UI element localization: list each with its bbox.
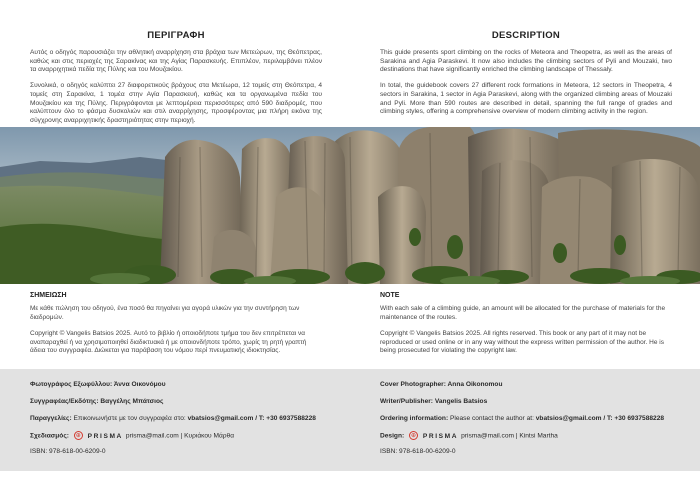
greek-photographer: Φωτογράφος Εξωφύλλου: Άννα Οικονόμου bbox=[30, 381, 166, 388]
greek-notes bbox=[30, 292, 322, 364]
greek-design-label: Σχεδιασμός: bbox=[30, 432, 69, 440]
english-design-text: prisma@mail.com | Kintsi Martha bbox=[461, 432, 558, 440]
english-isbn: ISBN: 978-618-00-6209-0 bbox=[380, 448, 456, 456]
meteora-illustration bbox=[0, 127, 700, 284]
english-design bbox=[380, 431, 680, 439]
prisma-logo-icon: ⊕ bbox=[75, 433, 81, 440]
greek-orders-text: Επικοινωνήστε με τον συγγραφέα στο: bbox=[73, 414, 188, 422]
greek-orders-contact: vbatsios@gmail.com / T: +30 6937588228 bbox=[187, 414, 316, 422]
greek-heading: ΠΕΡΙΓΡΑΦΗ bbox=[147, 30, 205, 41]
english-paragraph-1: This guide presents sport climbing on the rocks of Meteora and Theopetra, as well as the areas of Sarakina and Agia Paraskevi. It now also includes the climbing sectors of Pyli and Mouzaki, two destinations that have significantly enriched the climbing landscape of Thessaly. bbox=[380, 49, 672, 74]
english-photographer: Cover Photographer: Anna Oikonomou bbox=[380, 381, 503, 388]
english-note-text: With each sale of a climbing guide, an amount will be allocated for the purchase of materials for the maintenance of the routes. bbox=[380, 305, 666, 321]
prisma-wordmark: PRISMA bbox=[87, 432, 123, 440]
greek-note-text: Με κάθε πώληση του οδηγού, ένα ποσό θα πηγαίνει για αγορά υλικών για την συντήρηση των διαδρομών. bbox=[30, 305, 300, 321]
greek-credits bbox=[30, 381, 330, 465]
greek-copyright: Copyright © Vangelis Batsios 2025. Αυτό το βιβλίο ή οποιοδήποτε τμήμα του δεν επιτρέπεται να αναπαραχθεί ή να χρησιμοποιηθεί διαδικτυακά ή με οποιονδήποτε τρόπο, χωρίς τη ρητή γραπτή άδεια του συγγραφέα. Διώκεται για παράβαση του νόμου περί πνευματικής ιδιοκτησίας. bbox=[30, 330, 307, 355]
greek-paragraph-2: Συνολικά, ο οδηγός καλύπτει 27 διαφορετικούς βράχους στα Μετέωρα, 12 τομείς στη Θεόπετρα, 4 τομείς στη Σαρακίνα, 1 τομέα στην Αγία Παρασκευή, καθώς και τα οργανωμένα πεδία του Μουζακίου και της Πύλης. Περιγράφονται με λεπτομέρεια περισσότερες από 590 διαδρομές, που καλύπτουν όλο το φάσμα δυσκολιών και στιλ αναρρίχησης, προσφέροντας μια πλήρη εικόνα της σύγχρονης αναρριχητικής δραστηριότητας στην περιοχή. bbox=[30, 82, 322, 124]
english-copyright: Copyright © Vangelis Batsios 2025. All rights reserved. This book or any part of it may not be reproduced or used online or in any way without the express written permission of the author. He is being prosecuted for violating the copyright law. bbox=[380, 330, 664, 355]
english-notes bbox=[380, 292, 672, 364]
english-orders-contact: vbatsios@gmail.com / T: +30 6937588228 bbox=[535, 414, 665, 422]
greek-note-heading: ΣΗΜΕΙΩΣΗ bbox=[30, 292, 67, 299]
english-orders-text: Please contact the author at: bbox=[449, 414, 536, 422]
english-note-heading: NOTE bbox=[380, 292, 400, 299]
english-design-label: Design: bbox=[380, 432, 405, 440]
prisma-wordmark: PRISMA bbox=[422, 432, 459, 440]
greek-orders bbox=[30, 415, 330, 423]
greek-writer: Συγγραφέας/Εκδότης: Βαγγέλης Μπάτσιος bbox=[30, 397, 164, 405]
english-orders-label: Ordering information: bbox=[380, 414, 450, 422]
greek-isbn: ISBN: 978-618-00-6209-0 bbox=[30, 448, 106, 456]
meteora-rock-photo bbox=[0, 127, 700, 284]
english-paragraph-2: In total, the guidebook covers 27 different rock formations in Meteora, 12 sectors in Theopetra, 4 sectors in Sarakina, 1 sector in Agia Paraskevi, along with the organized climbing areas of Mouzaki and Pyli. More than 590 routes are described in detail, spanning the full range of grades and climbing styles, offering a comprehensive overview of modern climbing activity in the region. bbox=[380, 82, 672, 116]
english-credits bbox=[380, 381, 680, 465]
greek-design-text: prisma@mail.com | Κυριάκου Μάρθα bbox=[125, 432, 235, 440]
greek-orders-label: Παραγγελίες: bbox=[30, 414, 74, 422]
english-orders bbox=[380, 415, 680, 423]
english-heading: DESCRIPTION bbox=[491, 30, 561, 41]
credits-band bbox=[0, 369, 700, 471]
english-description bbox=[380, 30, 672, 124]
greek-paragraph-1: Αυτός ο οδηγός παρουσιάζει την αθλητική αναρρίχηση στα βράχια των Μετεώρων, της Θεόπετρας, καθώς και στις περιοχές της Σαρακίνας και της Αγίας Παρασκευής. Επιπλέον, περιλαμβάνει πλέον τα αναρριχητικά πεδία της Πύλης και του Μουζακίου. bbox=[30, 49, 322, 74]
greek-description bbox=[30, 30, 322, 133]
english-writer: Writer/Publisher: Vangelis Batsios bbox=[380, 397, 488, 405]
prisma-logo-icon: ⊕ bbox=[411, 433, 417, 440]
greek-design bbox=[30, 431, 330, 439]
